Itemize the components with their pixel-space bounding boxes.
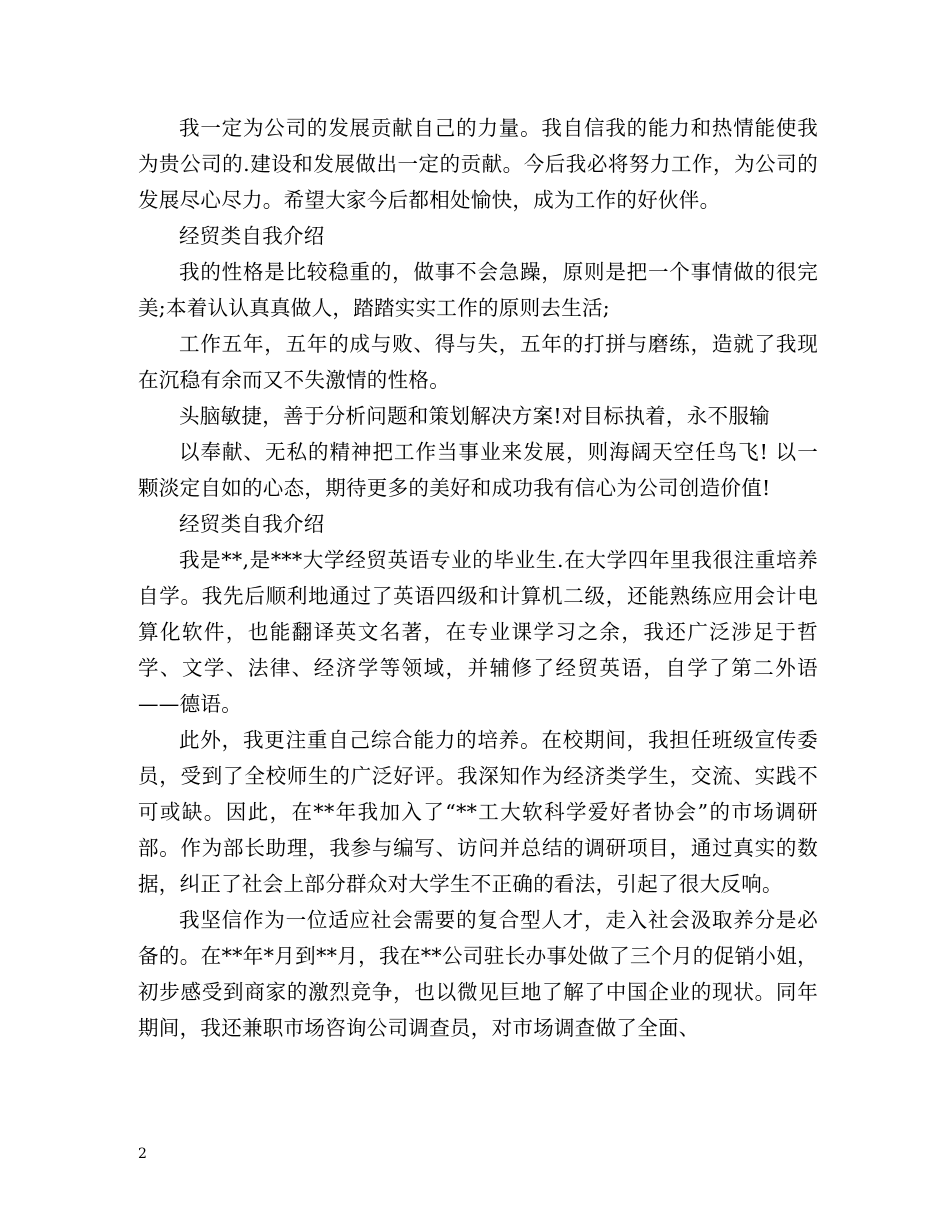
page-number: 2 <box>138 1146 147 1162</box>
document-body <box>138 110 818 1046</box>
paragraph-work-experience: 工作五年，五年的成与败、得与失，五年的打拼与磨练，造就了我现在沉稳有余而又不失激情的性格。 <box>138 332 818 392</box>
paragraph-internship: 我坚信作为一位适应社会需要的复合型人才，走入社会汲取养分是必备的。在**年*月到**月，我在**公司驻长办事处做了三个月的促销小姐，初步感受到商家的激烈竞争，也以微见巨地了解了中国企业的现状。同年期间，我还兼职市场咨询公司调查员，对市场调查做了全面、 <box>138 908 818 1040</box>
section-heading-self-intro-2: 经贸类自我介绍 <box>179 512 325 536</box>
section-heading-self-intro-1: 经贸类自我介绍 <box>179 224 325 248</box>
paragraph-closing-statement: 我一定为公司的发展贡献自己的力量。我自信我的能力和热情能使我为贵公司的.建设和发展做出一定的贡献。今后我必将努力工作，为公司的发展尽心尽力。希望大家今后都相处愉快，成为工作的好伙伴。 <box>138 116 818 212</box>
paragraph-quick-thinking: 头脑敏捷，善于分析问题和策划解决方案!对目标执着，永不服输 <box>179 404 770 428</box>
paragraph-dedication: 以奉献、无私的精神把工作当事业来发展，则海阔天空任鸟飞! 以一颗淡定自如的心态，期待更多的美好和成功我有信心为公司创造价值! <box>138 440 818 500</box>
paragraph-personality: 我的性格是比较稳重的，做事不会急躁，原则是把一个事情做的很完美;本着认认真真做人，踏踏实实工作的原则去生活; <box>138 260 818 320</box>
paragraph-abilities: 此外，我更注重自己综合能力的培养。在校期间，我担任班级宣传委员，受到了全校师生的广泛好评。我深知作为经济类学生，交流、实践不可或缺。因此，在**年我加入了“**工大软科学爱好者协会”的市场调研部。作为部长助理，我参与编写、访问并总结的调研项目，通过真实的数据，纠正了社会上部分群众对大学生不正确的看法，引起了很大反响。 <box>138 728 818 896</box>
paragraph-education: 我是**,是***大学经贸英语专业的毕业生.在大学四年里我很注重培养自学。我先后顺利地通过了英语四级和计算机二级，还能熟练应用会计电算化软件，也能翻译英文名著，在专业课学习之余，我还广泛涉足于哲学、文学、法律、经济学等领域，并辅修了经贸英语，自学了第二外语——德语。 <box>138 548 818 716</box>
